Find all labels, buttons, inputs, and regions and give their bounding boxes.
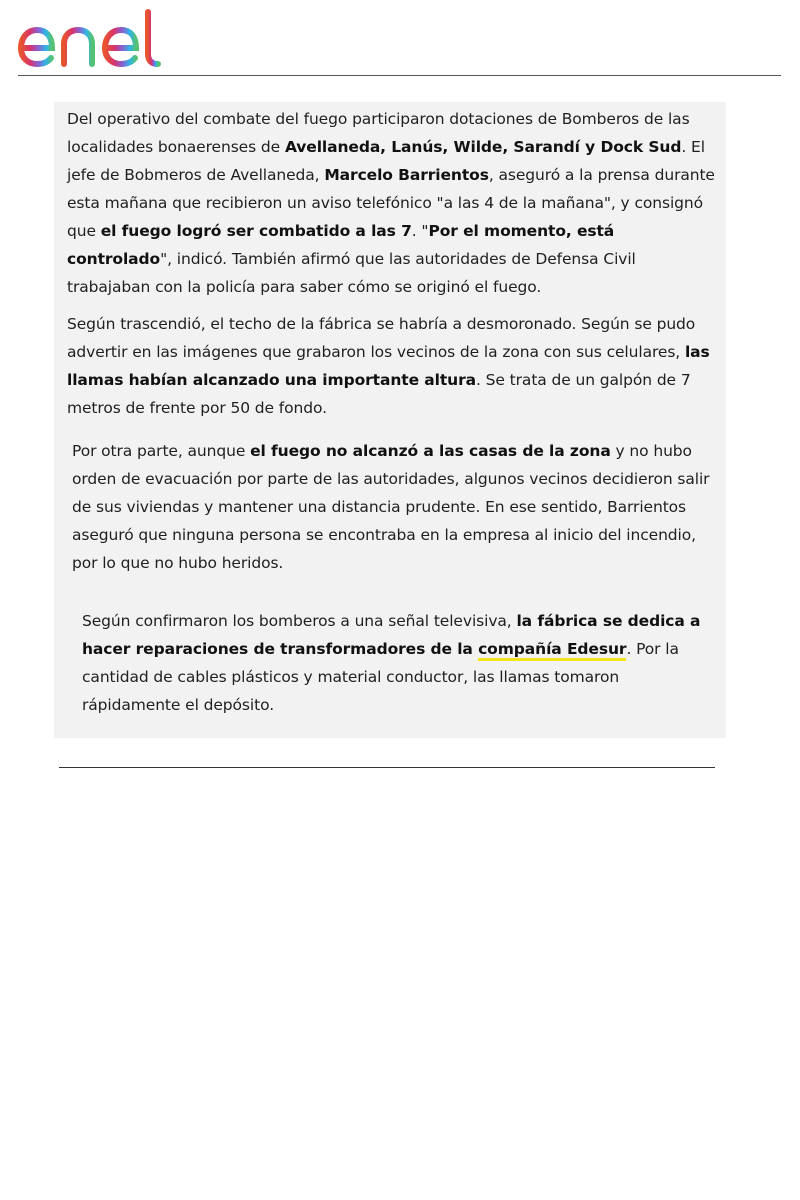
bold-span: Avellaneda, Lanús, Wilde, Sarandí y Dock Sud [284, 138, 682, 156]
article-paragraph-2 [67, 310, 717, 422]
text-span: Del operativo del combate del fuego participaron dotaciones de Bomberos de las localidades bonaerenses de [67, 110, 690, 156]
enel-logo[interactable] [18, 6, 180, 70]
bold-span: Por el momento, está controlado [67, 222, 615, 268]
text-span: . Se trata de un galpón de 7 metros de frente por 50 de fondo. [67, 371, 691, 417]
text-span: . " [411, 222, 429, 240]
text-span: , aseguró a la prensa durante esta mañana que recibieron un aviso telefónico "a las 4 de la mañana", y consignó que [67, 166, 715, 240]
text-span: Por otra parte, aunque [72, 442, 251, 460]
article-paragraph-1 [67, 105, 717, 301]
bold-span: el fuego no alcanzó a las casas de la zona [250, 442, 611, 460]
article-body [54, 102, 726, 738]
article-paragraph-3 [72, 437, 712, 577]
bold-span: el fuego logró ser combatido a las 7 [100, 222, 412, 240]
text-span: y no hubo orden de evacuación por parte de las autoridades, algunos vecinos decidieron salir de sus viviendas y mantener una distancia prudente. En ese sentido, Barrientos aseguró que ninguna persona se encontraba en la empresa al inicio del incendio, por lo que no hubo heridos. [72, 442, 710, 572]
edesur-link[interactable]: compañía Edesur [478, 640, 626, 661]
bold-span: las llamas habían alcanzado una importante altura [67, 343, 710, 389]
text-span: Según confirmaron los bomberos a una señal televisiva, [82, 612, 517, 630]
text-span: . Por la cantidad de cables plásticos y material conductor, las llamas tomaron rápidamente el depósito. [82, 640, 679, 714]
text-span: Según trascendió, el techo de la fábrica se habría a desmoronado. Según se pudo advertir en las imágenes que grabaron los vecinos de la zona con sus celulares, [67, 315, 696, 361]
text-span: ", indicó. También afirmó que las autoridades de Defensa Civil trabajaban con la policía para saber cómo se originó el fuego. [67, 250, 636, 296]
section-divider [59, 767, 715, 768]
site-header [18, 0, 781, 76]
bold-span: Marcelo Barrientos [324, 166, 489, 184]
bold-span: la fábrica se dedica a hacer reparaciones de transformadores de la [82, 612, 701, 658]
article-paragraph-4 [82, 607, 712, 719]
text-span: . El jefe de Bobmeros de Avellaneda, [67, 138, 705, 184]
